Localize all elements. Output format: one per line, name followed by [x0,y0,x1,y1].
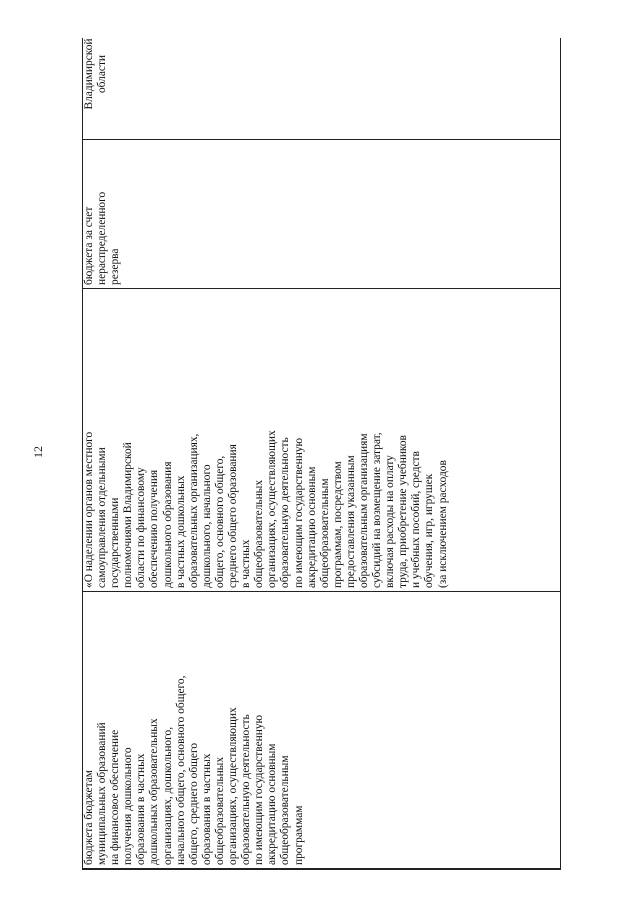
table-cell-empty [83,869,561,870]
table-cell [83,38,561,140]
table-cell [83,140,561,289]
cell-text-reserve: бюджета за счет нераспределенного резерва [83,191,122,285]
cell-text-law-title: «О наделении органов местного самоуправления отдельными государственными полномочиями Владимирской области по финансовому обеспечению получения дошкольного образования в частных дошкольных образовательных организациях, дошкольного, начального общего, основного общего, среднего общего образования в частных общеобразовательных организациях, осуществляющих образовательную деятельность по имеющим государственную аккредитацию основным общеобразовательным программам, посредством предоставления указанным образовательным организациям субсидий на возмещение затрат, включая расходы на оплату труда, приобретение учебников и учебных пособий, средств обучения, игр, игрушек (за исключением расходов [83,430,449,588]
document-sheet [82,38,561,870]
cell-text-region: Владимирской области [83,38,109,110]
cell-text-budget-subsidies: бюджета бюджетам муниципальных образований на финансовое обеспечение получения дошкольного образования в частных дошкольных образовательных организациях, дошкольного, начального общего, основного общего, общего, среднего общего образования в частных общеобразовательных организациях, осуществляющих образовательную деятельность по имеющим государственную аккредитацию основным общеобразовательным программам [83,675,305,865]
table-cell [83,289,561,592]
table-row [83,38,561,870]
rotated-content [82,38,561,870]
page-number: 12 [31,446,45,458]
document-table [82,38,561,870]
table-cell [83,592,561,869]
